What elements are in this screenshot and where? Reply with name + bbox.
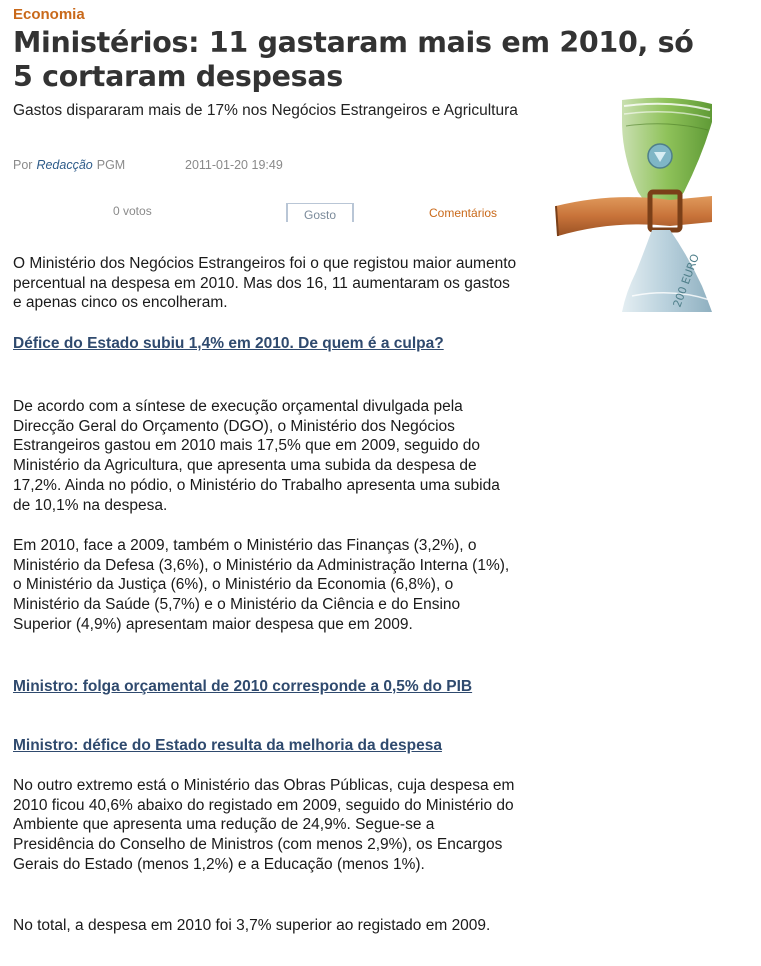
byline (13, 158, 283, 172)
article-paragraph-3: Em 2010, face a 2009, também o Ministério das Finanças (3,2%), o Ministério da Defesa (3,6%), o Ministério da Administração Interna (1%), o Ministério da Justiça (6%), o Ministério da Economia (6,8%), o Ministério da Saúde (5,7%) e o Ministério da Ciência e do Ensino Superior (4,9%) apresentam maior despesa que em 2009. (13, 537, 510, 633)
svg-text:200 EURO: 200 EURO (670, 252, 702, 310)
section-label[interactable]: Economia (13, 6, 85, 23)
source-label: PGM (96, 158, 126, 172)
article-paragraph-5: No total, a despesa em 2010 foi 3,7% superior ao registado em 2009. (13, 917, 491, 934)
publish-date: 2011-01-20 19:49 (185, 158, 283, 172)
vote-count: 0 votos (113, 204, 152, 218)
byline-prefix: Por (13, 158, 33, 172)
article-title: Ministérios: 11 gastaram mais em 2010, só 5 cortaram despesas (13, 26, 694, 93)
author-link[interactable]: Redacção (36, 158, 93, 172)
article-paragraph-2: De acordo com a síntese de execução orçamental divulgada pela Direcção Geral do Orçamento (DGO), o Ministério dos Negócios Estrangeiros gastou em 2010 mais 17,5% que em 2009, seguido do Ministério da Agricultura, que apresenta uma subida da despesa de 17,2%. Ainda no pódio, o Ministério do Trabalho apresenta uma subida de 10,1% na despesa. (13, 398, 500, 514)
article-paragraph-1: O Ministério dos Negócios Estrangeiros foi o que registou maior aumento percentual na despesa em 2010. Mas dos 16, 11 aumentaram os gastos e apenas cinco os encolheram. (13, 255, 517, 312)
article-paragraph-4: No outro extremo está o Ministério das Obras Públicas, cuja despesa em 2010 ficou 40,6% abaixo do registado em 2009, seguido do Ministério do Ambiente que apresenta uma redução de 24,9%. Segue-se a Presidência do Conselho de Ministros (com menos 2,9%), os Encargos Gerais do Estado (menos 1,2%) e a Educação (menos 1%). (13, 777, 515, 873)
related-link-2[interactable]: Ministro: folga orçamental de 2010 corresponde a 0,5% do PIB (13, 678, 473, 695)
related-link-3[interactable]: Ministro: défice do Estado resulta da melhoria da despesa (13, 737, 442, 754)
comments-link[interactable]: Comentários (429, 206, 498, 220)
money-belt-illustration (552, 96, 714, 312)
article-subtitle: Gastos dispararam mais de 17% nos Negócios Estrangeiros e Agricultura (13, 102, 518, 119)
like-button[interactable]: Gosto (286, 203, 354, 222)
related-link-1[interactable]: Défice do Estado subiu 1,4% em 2010. De quem é a culpa? (13, 335, 444, 352)
